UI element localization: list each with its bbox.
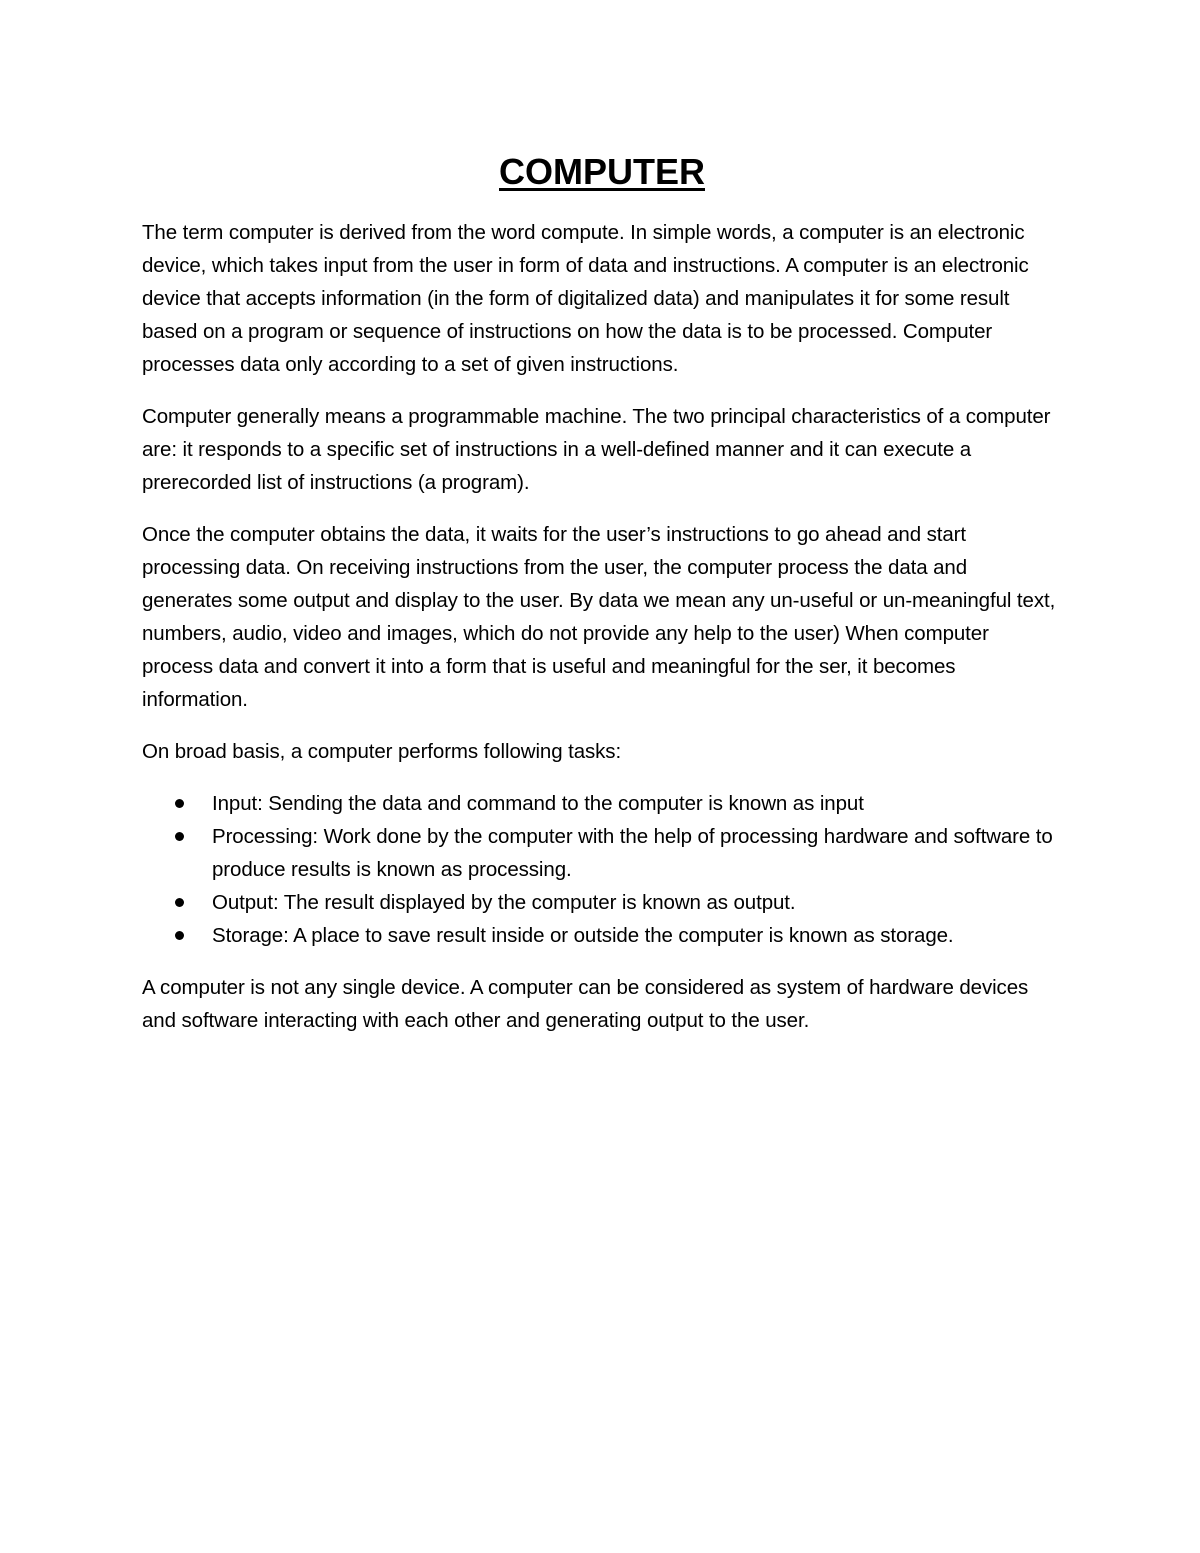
bullet-icon <box>175 799 184 808</box>
list-item-output <box>142 886 1062 919</box>
list-item-text: Processing: Work done by the computer with the help of processing hardware and software to produce results is known as processing. <box>212 825 1053 881</box>
list-item-text: Storage: A place to save result inside or outside the computer is known as storage. <box>212 924 954 947</box>
list-item-text: Output: The result displayed by the computer is known as output. <box>212 891 796 914</box>
paragraph-definition: The term computer is derived from the word compute. In simple words, a computer is an electronic device, which takes input from the user in form of data and instructions. A computer is an electronic device that accepts information (in the form of digitalized data) and manipulates it for some result based on a program or sequence of instructions on how the data is to be processed. Computer processes data only according to a set of given instructions. <box>142 221 1029 376</box>
tasks-list <box>142 787 1062 952</box>
paragraph-characteristics: Computer generally means a programmable machine. The two principal characteristics of a computer are: it responds to a specific set of instructions in a well-defined manner and it can execute a prerecorded list of instructions (a program). <box>142 405 1051 494</box>
bullet-icon <box>175 898 184 907</box>
paragraph-system: A computer is not any single device. A computer can be considered as system of hardware devices and software interacting with each other and generating output to the user. <box>142 976 1029 1032</box>
list-item-input <box>142 787 1062 820</box>
paragraph-tasks-intro: On broad basis, a computer performs following tasks: <box>142 740 622 763</box>
bullet-icon <box>175 931 184 940</box>
list-item-processing <box>142 820 1062 886</box>
document-page <box>142 150 1062 1056</box>
list-item-storage <box>142 919 1062 952</box>
paragraph-data-information: Once the computer obtains the data, it waits for the user’s instructions to go ahead and start processing data. On receiving instructions from the user, the computer process the data and generates some output and display to the user. By data we mean any un-useful or un-meaningful text, numbers, audio, video and images, which do not provide any help to the user) When computer process data and convert it into a form that is useful and meaningful for the ser, it becomes information. <box>142 523 1056 711</box>
document-title: COMPUTER <box>499 151 705 192</box>
list-item-text: Input: Sending the data and command to the computer is known as input <box>212 792 864 815</box>
bullet-icon <box>175 832 184 841</box>
